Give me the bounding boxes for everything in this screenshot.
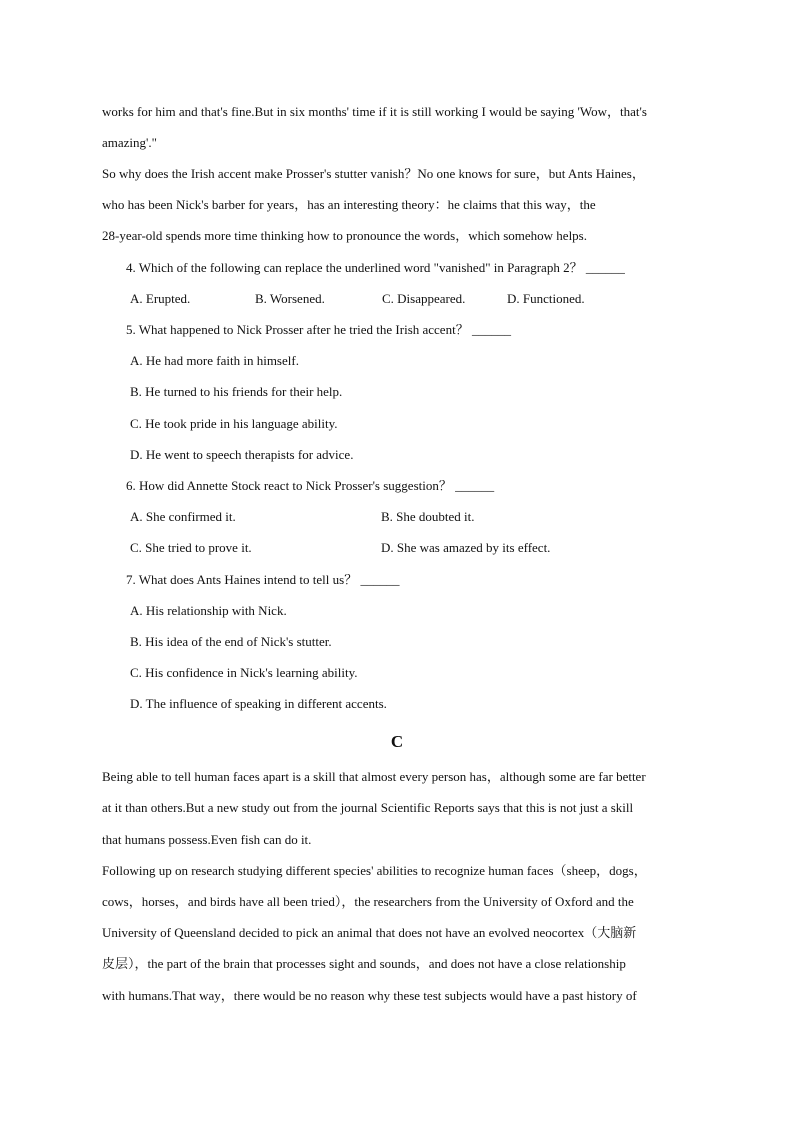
section-heading: C [390,732,404,751]
passage-line: So why does the Irish accent make Prosser's stutter vanish？No one knows for sure，but Ants Haines， [102,166,645,181]
passage-line: 28-year-old spends more time thinking how to pronounce the words，which somehow helps. [102,228,587,243]
option-c: C. Disappeared. [382,291,466,306]
option-a: A. He had more faith in himself. [130,353,299,368]
passage-line: Being able to tell human faces apart is a skill that almost every person has，although some are far better [102,769,646,784]
option-d: D. The influence of speaking in different accents. [130,696,387,711]
passage-line: that humans possess.Even fish can do it. [102,832,312,847]
passage-line: at it than others.But a new study out from the journal Scientific Reports says that this is not just a skill [102,800,634,815]
option-a: A. She confirmed it. [130,509,236,524]
option-c: C. He took pride in his language ability. [130,416,338,431]
passage-line: 皮层），the part of the brain that processes sight and sounds，and does not have a close relationship [102,956,626,971]
option-b: B. His idea of the end of Nick's stutter. [130,634,332,649]
option-c: C. She tried to prove it. [130,540,252,555]
passage-line: with humans.That way，there would be no reason why these test subjects would have a past history of [102,988,637,1003]
question-6-stem: 6. How did Annette Stock react to Nick Prosser's suggestion？ ______ [126,478,495,493]
passage-line: cows，horses，and birds have all been tried），the researchers from the University of Oxford and the [102,894,634,909]
option-a: A. His relationship with Nick. [130,603,287,618]
option-c: C. His confidence in Nick's learning ability. [130,665,358,680]
option-d: D. She was amazed by its effect. [381,540,551,555]
passage-line: Following up on research studying different species' abilities to recognize human faces（sheep，dogs， [102,863,647,878]
passage-line: University of Queensland decided to pick an animal that does not have an evolved neocortex（大脑新 [102,925,637,940]
question-5-stem: 5. What happened to Nick Prosser after he tried the Irish accent？ ______ [126,322,511,337]
passage-line: amazing'." [102,135,157,150]
option-d: D. He went to speech therapists for advice. [130,447,354,462]
option-a: A. Erupted. [130,291,191,306]
question-7-stem: 7. What does Ants Haines intend to tell us？ ______ [126,572,400,587]
question-4-stem: 4. Which of the following can replace the underlined word "vanished" in Paragraph 2？ ______ [126,260,625,275]
passage-line: works for him and that's fine.But in six months' time if it is still working I would be saying 'Wow，that's [102,104,647,119]
option-b: B. She doubted it. [381,509,475,524]
option-b: B. He turned to his friends for their help. [130,384,343,399]
passage-line: who has been Nick's barber for years，has an interesting theory：he claims that this way，the [102,197,596,212]
option-d: D. Functioned. [507,291,585,306]
option-b: B. Worsened. [255,291,325,306]
